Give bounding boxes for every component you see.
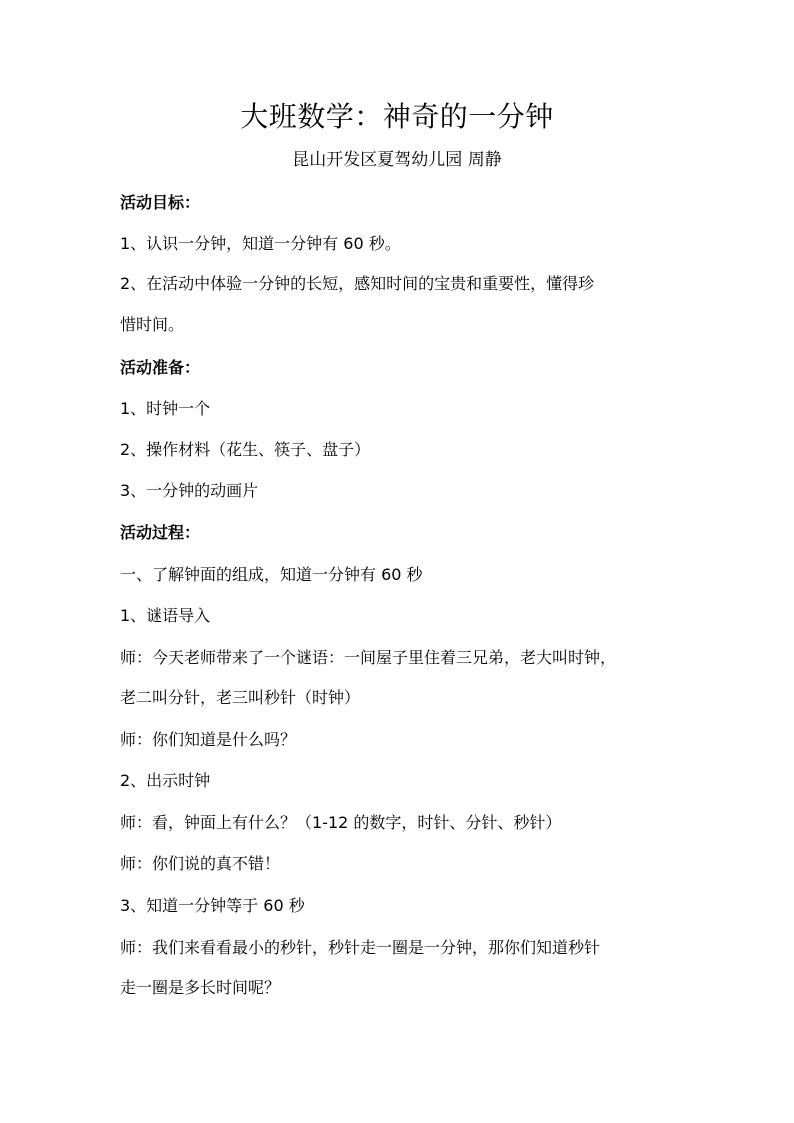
teacher-line-2: 师：你们知道是什么吗？: [120, 730, 297, 749]
process-substep-3: 3、知道一分钟等于 60 秒: [120, 896, 305, 915]
teacher-line-1: 师：今天老师带来了一个谜语：一间屋子里住着三兄弟，老大叫时钟，: [120, 648, 617, 667]
section-heading-preparation: 活动准备：: [120, 358, 201, 377]
process-step-heading-1: 一、了解钟面的组成，知道一分钟有 60 秒: [120, 565, 423, 584]
preparation-item-2: 2、操作材料（花生、筷子、盘子）: [120, 440, 371, 459]
goal-item-2-line-2: 惜时间。: [120, 315, 185, 334]
teacher-line-4: 师：你们说的真不错！: [120, 854, 281, 873]
teacher-line-3: 师：看，钟面上有什么？（1-12 的数字，时针、分针、秒针）: [120, 813, 562, 832]
goal-item-1: 1、认识一分钟，知道一分钟有 60 秒。: [120, 234, 401, 253]
process-substep-1: 1、谜语导入: [120, 606, 211, 625]
preparation-item-3: 3、一分钟的动画片: [120, 481, 259, 500]
goal-item-2-line-1: 2、在活动中体验一分钟的长短，感知时间的宝贵和重要性，懂得珍: [120, 274, 595, 293]
section-heading-goals: 活动目标：: [120, 193, 201, 212]
document-title: 大班数学：神奇的一分钟: [240, 100, 554, 133]
teacher-line-5: 师：我们来看看最小的秒针，秒针走一圈是一分钟，那你们知道秒针: [120, 938, 601, 957]
process-substep-2: 2、出示时钟: [120, 771, 211, 790]
teacher-line-5-continued: 走一圈是多长时间呢？: [120, 978, 281, 997]
preparation-item-1: 1、时钟一个: [120, 399, 211, 418]
document-subtitle: 昆山开发区夏驾幼儿园 周静: [292, 150, 502, 170]
section-heading-process: 活动过程：: [120, 523, 201, 542]
teacher-line-1-continued: 老二叫分针，老三叫秒针（时钟）: [120, 688, 361, 707]
